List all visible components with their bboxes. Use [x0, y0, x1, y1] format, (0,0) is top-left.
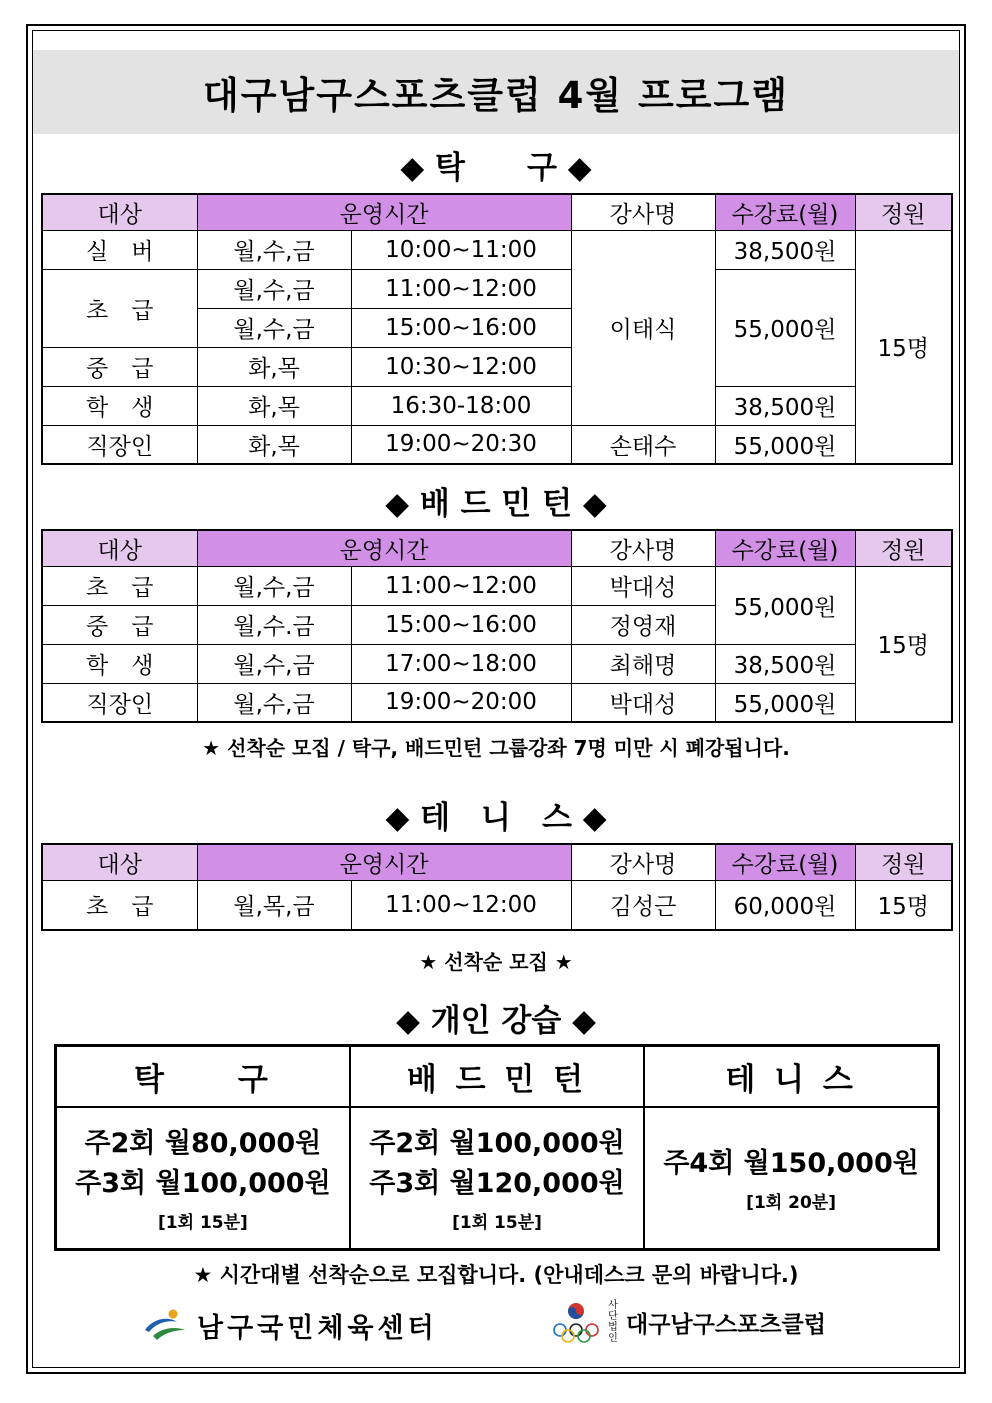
- fee-cell: 55,000원: [715, 683, 855, 722]
- time-cell: 10:00~11:00: [351, 230, 571, 269]
- duration-line: [1회 20분]: [746, 1192, 836, 1213]
- instructor-cell: 정영재: [571, 605, 715, 644]
- fee-cell: 55,000원: [715, 425, 855, 464]
- price-line: 주3회 월100,000원: [75, 1167, 331, 1199]
- group-class-notice: ★ 선착순 모집 / 탁구, 배드민턴 그룹강좌 7명 미만 시 폐강됩니다.: [202, 736, 790, 760]
- days-cell: 월,목,금: [197, 880, 351, 930]
- table-tennis-heading: ◆ 탁 구 ◆: [400, 150, 592, 186]
- table-row: [42, 644, 952, 683]
- header-time: 운영시간: [197, 530, 571, 566]
- private-cell-tennis: [644, 1107, 938, 1250]
- target-cell: 학 생: [42, 644, 197, 683]
- private-cell-table-tennis: [56, 1107, 350, 1250]
- fee-cell: 38,500원: [715, 230, 855, 269]
- fee-cell: 38,500원: [715, 644, 855, 683]
- days-cell: 월,수,금: [197, 269, 351, 308]
- header-capacity: 정원: [855, 194, 952, 230]
- tennis-heading: ◆ 테 니 스 ◆: [385, 800, 607, 836]
- target-cell: 학 생: [42, 386, 197, 425]
- table-row: [42, 880, 952, 930]
- target-cell: 직장인: [42, 683, 197, 722]
- table-row: [42, 566, 952, 605]
- corporation-label: 사단법인: [608, 1300, 618, 1344]
- instructor-cell: 박대성: [571, 683, 715, 722]
- duration-line: [1회 15분]: [452, 1212, 542, 1233]
- time-cell: 11:00~12:00: [351, 880, 571, 930]
- target-cell: 직장인: [42, 425, 197, 464]
- private-col-name: 테 니 스: [644, 1046, 938, 1108]
- private-lesson-heading: ◆ 개인 강습 ◆: [396, 1003, 596, 1039]
- capacity-cell: 15명: [855, 880, 952, 930]
- header-time: 운영시간: [197, 844, 571, 880]
- price-line: 주3회 월120,000원: [369, 1167, 625, 1199]
- footer-right-org: [550, 1300, 826, 1344]
- days-cell: 화,목: [197, 425, 351, 464]
- days-cell: 화,목: [197, 386, 351, 425]
- time-cell: 16:30-18:00: [351, 386, 571, 425]
- days-cell: 월,수,금: [197, 308, 351, 347]
- instructor-cell: 최해명: [571, 644, 715, 683]
- table-header-row: [42, 530, 952, 566]
- title-bar: [33, 50, 959, 134]
- target-cell: 실 버: [42, 230, 197, 269]
- target-cell: 초 급: [42, 566, 197, 605]
- time-cell: 10:30~12:00: [351, 347, 571, 386]
- table-header-row: [42, 194, 952, 230]
- header-capacity: 정원: [855, 530, 952, 566]
- club-logo-icon: [550, 1300, 602, 1344]
- target-cell: 중 급: [42, 605, 197, 644]
- time-cell: 11:00~12:00: [351, 566, 571, 605]
- footer-left-org: [143, 1306, 438, 1345]
- days-cell: 월,수.금: [197, 605, 351, 644]
- club-name: 대구남구스포츠클럽: [626, 1311, 826, 1338]
- fee-cell: 60,000원: [715, 880, 855, 930]
- price-line: 주4회 월150,000원: [663, 1147, 919, 1179]
- target-cell: 초 급: [42, 880, 197, 930]
- instructor-cell: 김성근: [571, 880, 715, 930]
- days-cell: 월,수,금: [197, 683, 351, 722]
- days-cell: 화,목: [197, 347, 351, 386]
- private-header-row: [56, 1046, 939, 1108]
- header-instructor: 강사명: [571, 844, 715, 880]
- center-logo-icon: [143, 1308, 189, 1344]
- table-header-row: [42, 844, 952, 880]
- time-cell: 15:00~16:00: [351, 605, 571, 644]
- tennis-schedule: [41, 843, 953, 931]
- private-lesson-table: [54, 1044, 940, 1251]
- instructor-cell: 손태수: [571, 425, 715, 464]
- table-tennis-schedule: [41, 193, 953, 465]
- reception-notice: ★ 시간대별 선착순으로 모집합니다. (안내데스크 문의 바랍니다.): [193, 1263, 799, 1287]
- price-line: 주2회 월100,000원: [369, 1127, 625, 1159]
- header-fee: 수강료(월): [715, 194, 855, 230]
- capacity-cell: 15명: [855, 230, 952, 464]
- time-cell: 11:00~12:00: [351, 269, 571, 308]
- table-row: [42, 269, 952, 308]
- instructor-cell: 이태식: [571, 230, 715, 425]
- capacity-cell: 15명: [855, 566, 952, 722]
- header-target: 대상: [42, 194, 197, 230]
- target-cell: 초 급: [42, 269, 197, 347]
- days-cell: 월,수,금: [197, 644, 351, 683]
- price-line: 주2회 월80,000원: [84, 1127, 322, 1159]
- duration-line: [1회 15분]: [158, 1212, 248, 1233]
- target-cell: 중 급: [42, 347, 197, 386]
- time-cell: 17:00~18:00: [351, 644, 571, 683]
- days-cell: 월,수,금: [197, 566, 351, 605]
- time-cell: 19:00~20:30: [351, 425, 571, 464]
- table-row: [42, 230, 952, 269]
- table-row: [42, 425, 952, 464]
- badminton-heading: ◆ 배 드 민 턴 ◆: [385, 486, 607, 522]
- private-cell-badminton: [350, 1107, 644, 1250]
- time-cell: 19:00~20:00: [351, 683, 571, 722]
- table-row: [42, 386, 952, 425]
- header-fee: 수강료(월): [715, 844, 855, 880]
- header-time: 운영시간: [197, 194, 571, 230]
- private-col-name: 배 드 민 턴: [350, 1046, 644, 1108]
- center-name: 남구국민체육센터: [197, 1313, 438, 1344]
- badminton-schedule: [41, 529, 953, 723]
- table-row: [42, 683, 952, 722]
- page-title: 대구남구스포츠클럽 4월 프로그램: [203, 74, 789, 117]
- header-target: 대상: [42, 844, 197, 880]
- header-target: 대상: [42, 530, 197, 566]
- private-col-name: 탁 구: [56, 1046, 350, 1108]
- instructor-cell: 박대성: [571, 566, 715, 605]
- days-cell: 월,수,금: [197, 230, 351, 269]
- header-fee: 수강료(월): [715, 530, 855, 566]
- fee-cell: 55,000원: [715, 566, 855, 644]
- first-come-notice: ★ 선착순 모집 ★: [419, 950, 573, 974]
- header-instructor: 강사명: [571, 530, 715, 566]
- header-capacity: 정원: [855, 844, 952, 880]
- private-body-row: [56, 1107, 939, 1250]
- fee-cell: 38,500원: [715, 386, 855, 425]
- header-instructor: 강사명: [571, 194, 715, 230]
- fee-cell: 55,000원: [715, 269, 855, 386]
- time-cell: 15:00~16:00: [351, 308, 571, 347]
